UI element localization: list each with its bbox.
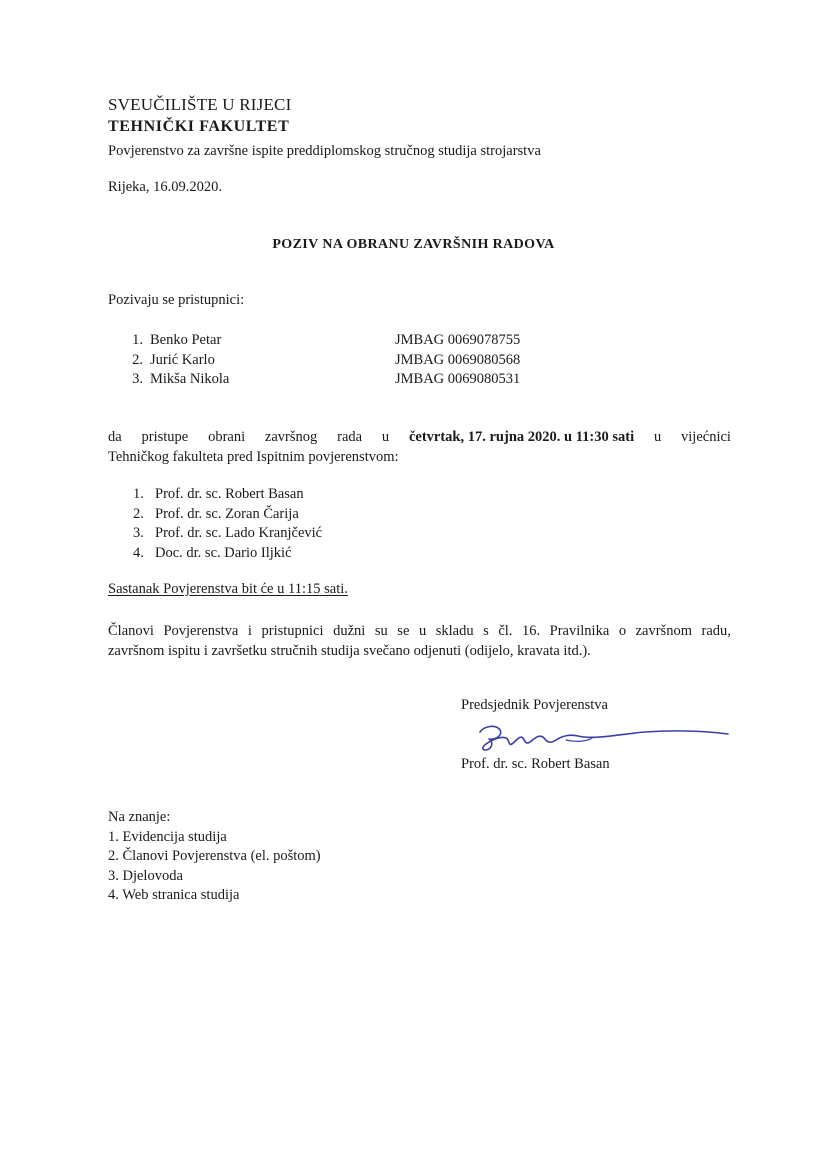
word: i xyxy=(247,623,252,639)
meeting-note: Sastanak Povjerenstva bit će u 11:15 sati. xyxy=(108,581,348,597)
word: da xyxy=(108,429,122,445)
distribution-notice xyxy=(108,808,321,906)
candidate-jmbag: JMBAG 0069078755 xyxy=(395,332,521,348)
word: o xyxy=(618,623,627,639)
dress-code-line2: završnom ispitu i završetku stručnih studija svečano odjenuti (odijelo, kravata itd.). xyxy=(108,643,591,659)
candidate-jmbag: JMBAG 0069080531 xyxy=(395,371,521,387)
candidate-number: 3. xyxy=(132,371,143,387)
word: završnom xyxy=(635,623,692,639)
university-name: SVEUČILIŠTE U RIJECI xyxy=(108,95,292,114)
word: u xyxy=(653,429,662,445)
defense-date-time: četvrtak, 17. rujna 2020. u 11:30 sati xyxy=(408,429,635,445)
dress-code-line1 xyxy=(108,621,731,641)
candidate-row xyxy=(122,331,622,351)
board-member-number: 4. xyxy=(133,544,144,561)
notice-item: 4. Web stranica studija xyxy=(108,887,240,903)
word: Članovi xyxy=(108,623,154,639)
defense-paragraph-line1 xyxy=(108,428,731,448)
board-member-number: 3. xyxy=(133,525,144,541)
board-member xyxy=(133,544,322,564)
word: u xyxy=(418,623,427,639)
notice-item: 3. Djelovoda xyxy=(108,867,183,884)
word: su xyxy=(374,623,388,639)
notice-item: 2. Članovi Povjerenstva (el. poštom) xyxy=(108,848,321,864)
word: u xyxy=(381,429,390,445)
board-member-number: 2. xyxy=(133,505,144,522)
candidate-number: 1. xyxy=(132,332,143,348)
word: završnog xyxy=(264,429,318,445)
board-member-name: Prof. dr. sc. Robert Basan xyxy=(155,486,304,502)
candidate-row xyxy=(122,370,622,390)
candidate-number: 2. xyxy=(132,351,143,368)
board-member-name: Prof. dr. sc. Zoran Čarija xyxy=(155,505,299,522)
dress-code-paragraph xyxy=(108,621,731,661)
board-list xyxy=(133,485,322,563)
defense-paragraph-line2: Tehničkog fakulteta pred Ispitnim povjerenstvom: xyxy=(108,448,399,465)
handwritten-signature xyxy=(470,720,735,760)
word: s xyxy=(483,623,489,639)
candidate-name: Jurić Karlo xyxy=(150,351,215,368)
invitation-intro: Pozivaju se pristupnici: xyxy=(108,292,245,308)
word: se xyxy=(397,623,410,639)
candidate-row xyxy=(122,351,622,371)
candidate-name: Mikša Nikola xyxy=(150,371,230,387)
word: 16. xyxy=(521,623,541,639)
word: čl. xyxy=(498,623,513,639)
word: vijećnici xyxy=(681,429,731,445)
word: radu, xyxy=(701,623,731,639)
word: obrani xyxy=(208,429,246,445)
defense-paragraph xyxy=(108,428,731,467)
board-member-name: Doc. dr. sc. Dario Iljkić xyxy=(155,544,292,561)
candidate-name: Benko Petar xyxy=(150,332,222,348)
word: rada xyxy=(337,429,363,445)
word: dužni xyxy=(333,623,366,639)
president-name: Prof. dr. sc. Robert Basan xyxy=(461,756,610,772)
board-member xyxy=(133,524,322,544)
board-member-number: 1. xyxy=(133,486,144,502)
word: skladu xyxy=(435,623,474,639)
document-title: POZIV NA OBRANU ZAVRŠNIH RADOVA xyxy=(272,237,555,252)
place-date: Rijeka, 16.09.2020. xyxy=(108,179,222,195)
word: pristupnici xyxy=(261,623,324,639)
faculty-name: TEHNIČKI FAKULTET xyxy=(108,118,290,135)
notice-item: 1. Evidencija studija xyxy=(108,828,227,845)
candidate-jmbag: JMBAG 0069080568 xyxy=(395,351,521,368)
board-member-name: Prof. dr. sc. Lado Kranjčević xyxy=(155,525,323,541)
word: pristupe xyxy=(141,429,189,445)
notice-heading: Na znanje: xyxy=(108,809,171,825)
committee-name: Povjerenstvo za završne ispite preddiplomskog stručnog studija strojarstva xyxy=(108,143,541,159)
word: Pravilnika xyxy=(549,623,610,639)
word: Povjerenstva xyxy=(163,623,239,639)
board-member xyxy=(133,485,322,505)
board-member xyxy=(133,505,322,525)
candidate-list xyxy=(122,331,622,390)
president-title: Predsjednik Povjerenstva xyxy=(461,697,608,713)
